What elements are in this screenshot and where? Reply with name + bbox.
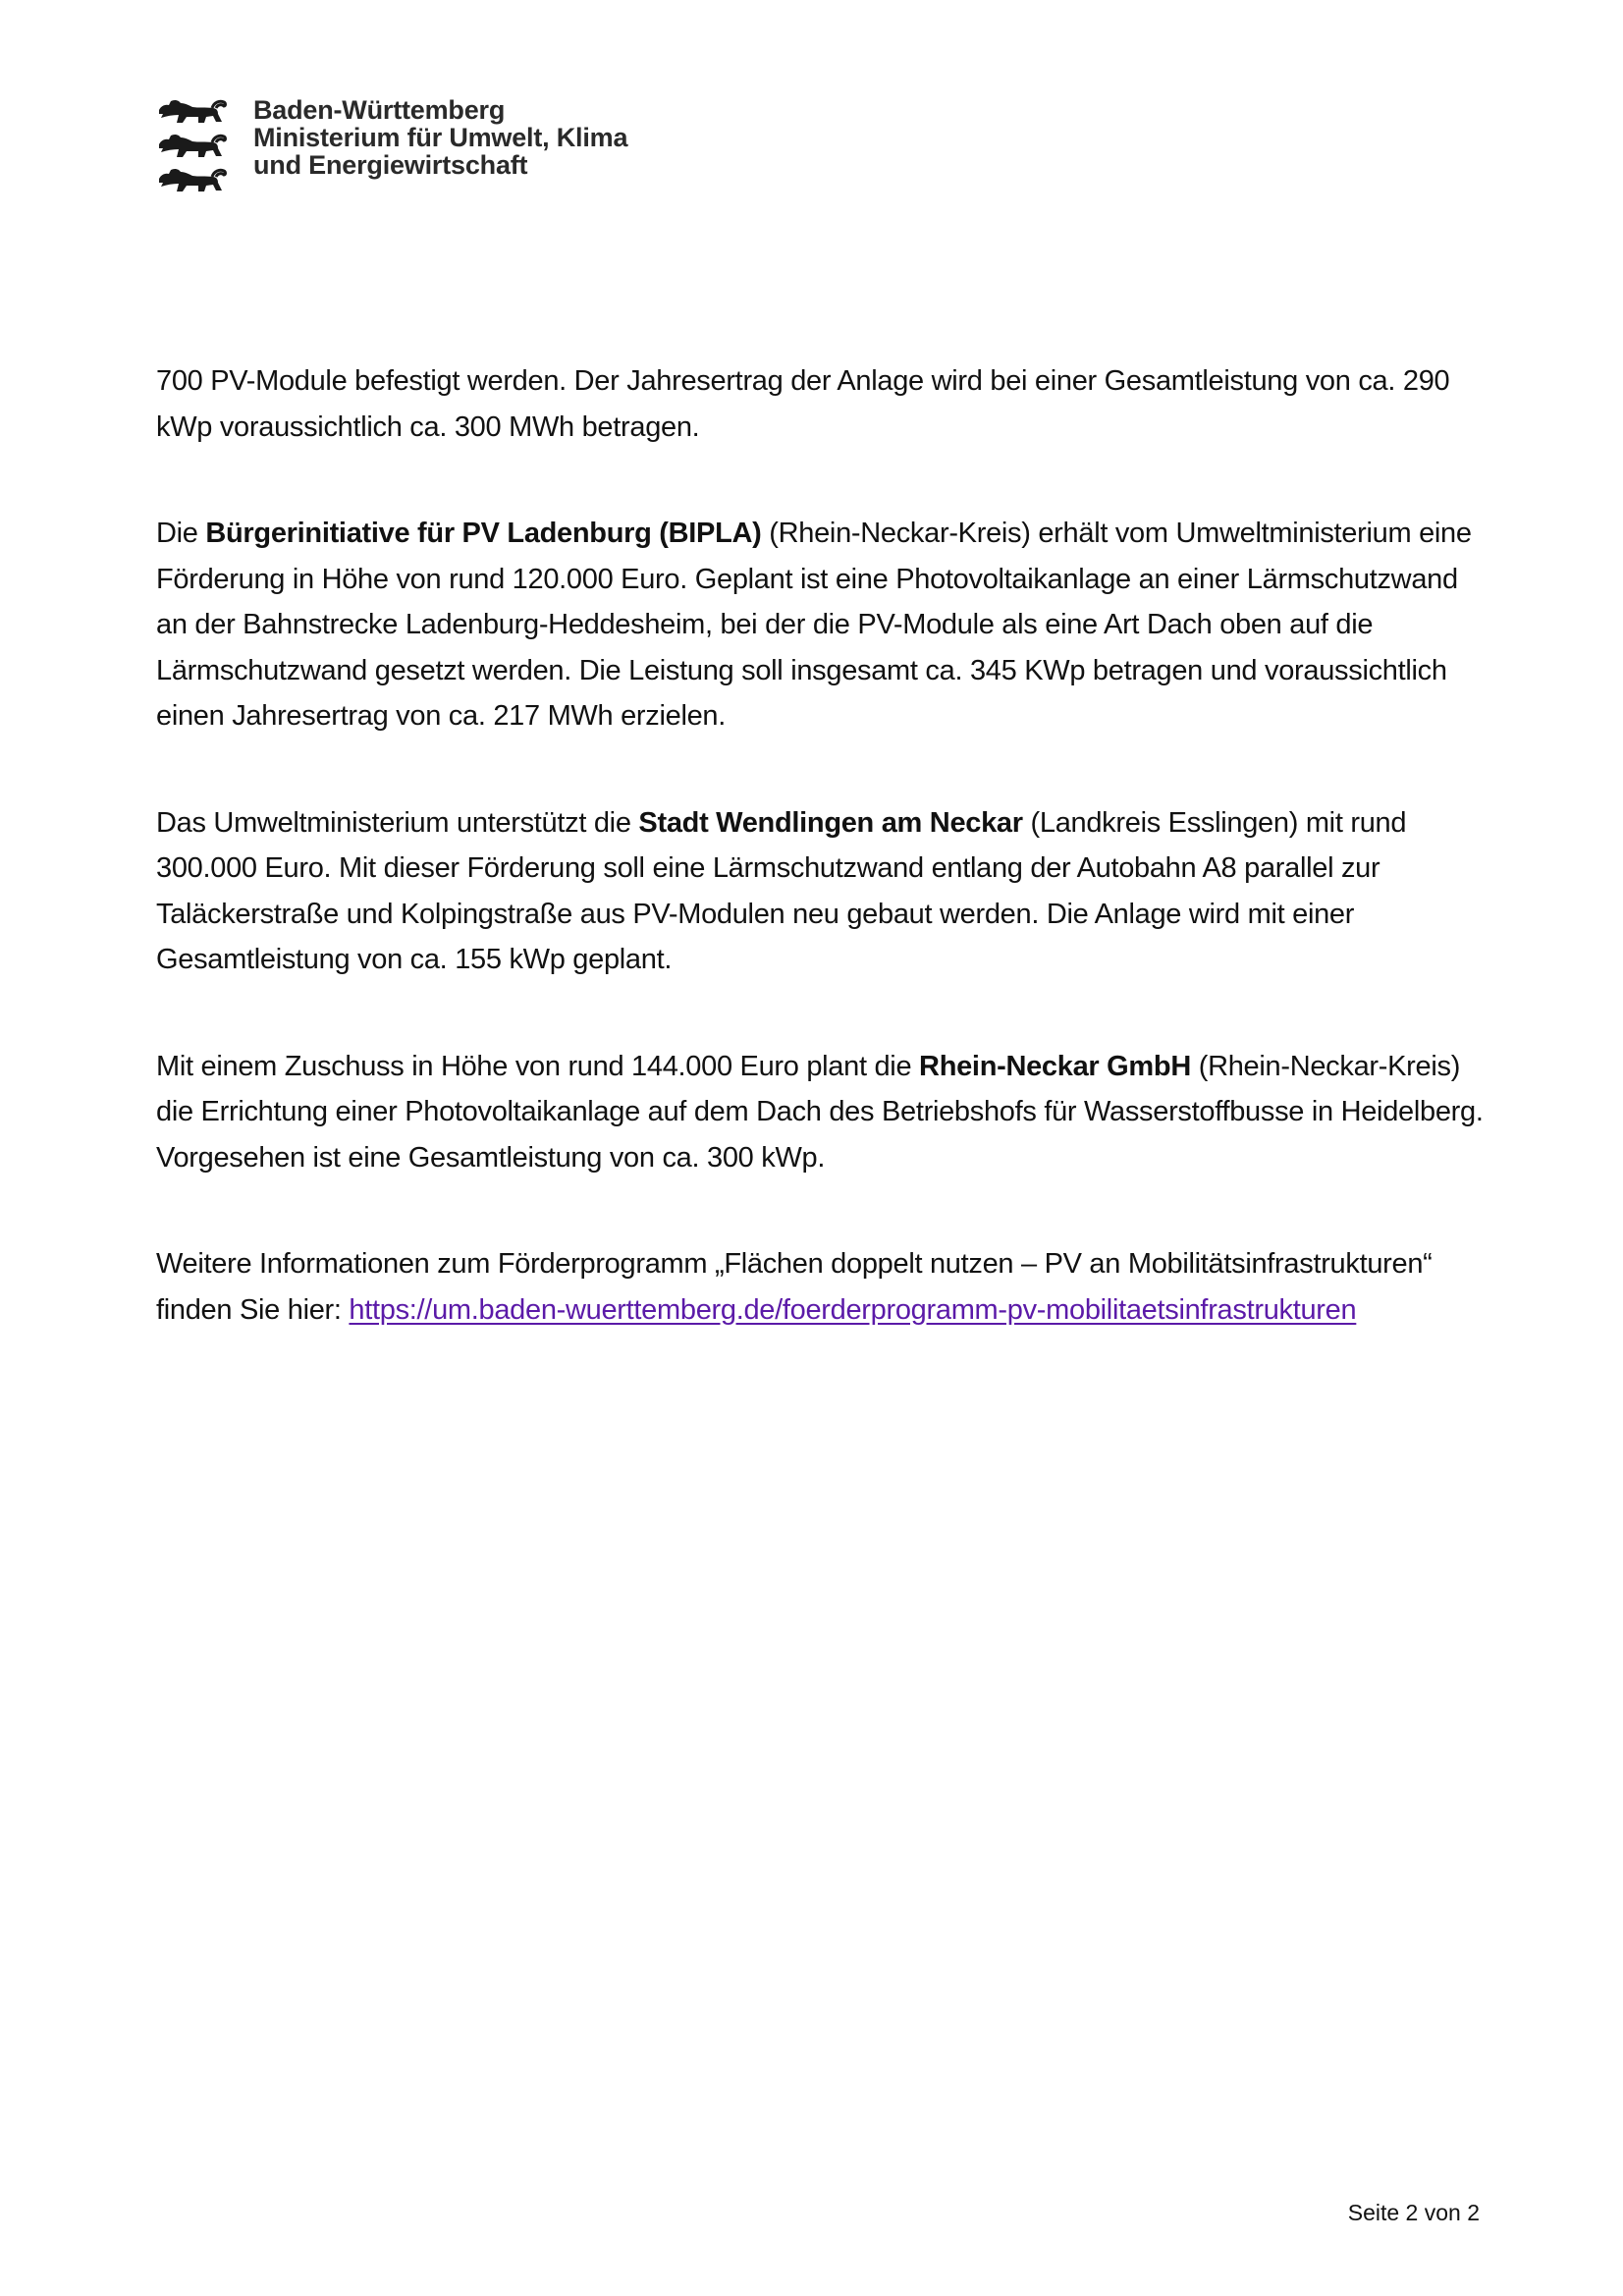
paragraph-text: Mit einem Zuschuss in Höhe von rund 144.000 Euro plant die — [156, 1050, 920, 1082]
paragraph-more-info — [156, 1241, 1491, 1333]
ministry-name — [253, 96, 627, 179]
paragraph-text: (Landkreis Esslingen) mit rund 300.000 Euro. Mit dieser Förderung soll eine Lärmschutzwand entlang der Autobahn A8 parallel zur Taläckerstraße und Kolpingstraße aus PV-Modulen neu gebaut werden. Die Anlage wird mit einer Gesamtleistung von ca. 155 kWp geplant. — [156, 806, 1407, 975]
recipient-name: Stadt Wendlingen am Neckar — [638, 806, 1023, 839]
paragraph-wendlingen — [156, 800, 1491, 983]
paragraph-text: Weitere Informationen zum Förderprogramm „Flächen doppelt nutzen – PV an Mobilitätsinfrastrukturen“ finden Sie hier: — [156, 1248, 1433, 1326]
ministry-line-name-cont: und Energiewirtschaft — [253, 150, 528, 180]
paragraph-text: (Rhein-Neckar-Kreis) erhält vom Umweltministerium eine Förderung in Höhe von rund 120.000 Euro. Geplant ist eine Photovoltaikanlage an einer Lärmschutzwand an der Bahnstrecke Ladenburg-Heddesheim, bei der die PV-Module als eine Art Dach oben auf die Lärmschutzwand gesetzt werden. Die Leistung soll insgesamt ca. 345 KWp betragen und voraussichtlich einen Jahresertrag von ca. 217 MWh erzielen. — [156, 518, 1472, 732]
paragraph-bipla — [156, 511, 1491, 739]
lion-icon — [157, 165, 228, 194]
lion-icon — [157, 131, 228, 160]
lion-icon — [157, 96, 228, 126]
recipient-name: Rhein-Neckar GmbH — [919, 1050, 1191, 1082]
paragraph-text: Die — [156, 518, 206, 549]
document-body — [156, 358, 1491, 1394]
program-info-link[interactable]: https://um.baden-wuerttemberg.de/foerderprogramm-pv-mobilitaetsinfrastrukturen — [349, 1293, 1357, 1326]
paragraph-text: (Rhein-Neckar-Kreis) die Errichtung einer Photovoltaikanlage auf dem Dach des Betriebshofs für Wasserstoffbusse in Heidelberg. Vorgesehen ist eine Gesamtleistung von ca. 300 kWp. — [156, 1050, 1484, 1174]
recipient-name: Bürgerinitiative für PV Ladenburg (BIPLA) — [205, 518, 762, 549]
letterhead — [157, 96, 627, 194]
page-number: Seite 2 von 2 — [1347, 2200, 1480, 2225]
paragraph-text: Das Umweltministerium unterstützt die — [156, 806, 639, 839]
ministry-line-name: Ministerium für Umwelt, Klima — [253, 123, 628, 152]
paragraph-rhein-neckar — [156, 1044, 1491, 1181]
paragraph-intro-continuation — [156, 358, 1491, 450]
paragraph-text: 700 PV-Module befestigt werden. Der Jahresertrag der Anlage wird bei einer Gesamtleistung von ca. 290 kWp voraussichtlich ca. 300 MWh betragen. — [156, 365, 1450, 443]
three-lions-crest-icon — [157, 96, 228, 194]
ministry-line-state: Baden-Württemberg — [253, 95, 506, 125]
